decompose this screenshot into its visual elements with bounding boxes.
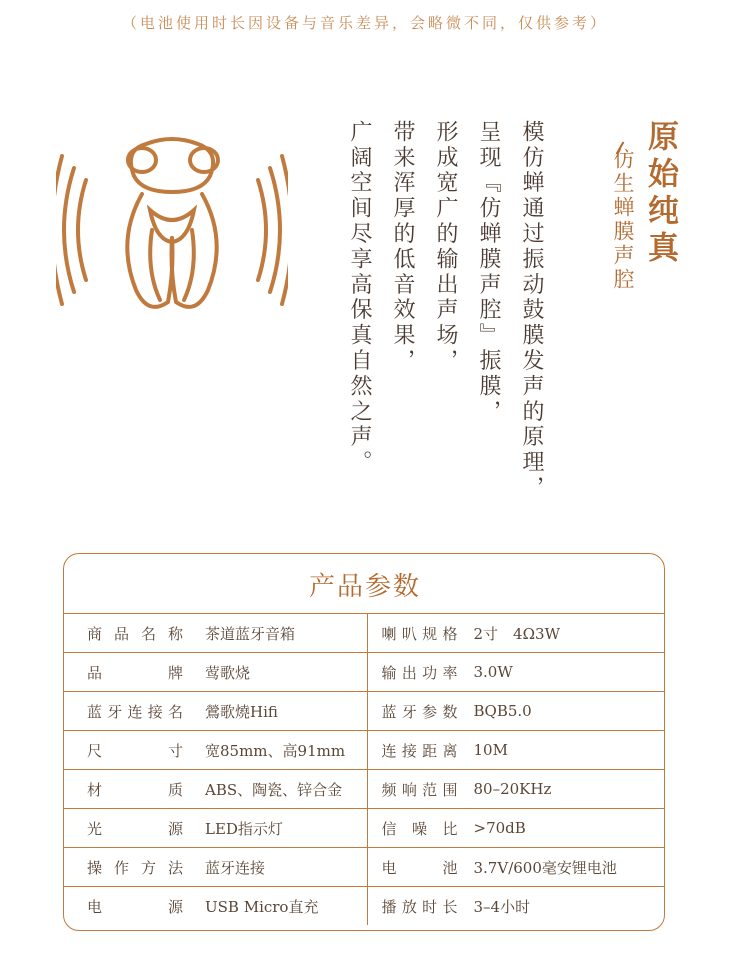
param-value: 莺歌烧: [205, 663, 251, 682]
table-row: [63, 770, 665, 809]
param-value: 蓝牙连接: [205, 858, 266, 877]
param-value: 宽85mm、高91mm: [205, 741, 346, 760]
param-label: 材 质: [87, 780, 183, 799]
param-value: 3.7V/600毫安锂电池: [473, 858, 617, 877]
param-value: 3.0W: [473, 663, 513, 681]
param-label: 操作方法: [87, 858, 183, 877]
param-value: USB Micro直充: [205, 897, 319, 916]
param-value: 10M: [473, 741, 508, 759]
param-label: 光 源: [87, 819, 183, 838]
param-value: 茶道蓝牙音箱: [205, 624, 296, 643]
param-value: 2寸 4Ω3W: [473, 624, 560, 643]
table-row: [63, 809, 665, 848]
param-label: 输出功率: [381, 663, 458, 682]
param-label: 商品名称: [87, 624, 183, 643]
battery-notice: （电池使用时长因设备与音乐差异，会略微不同，仅供参考）: [121, 14, 608, 32]
params-title: 产品参数: [308, 572, 421, 602]
param-label: 蓝牙连接名: [87, 702, 183, 721]
description-column-4: 带来浑厚的低音效果，: [390, 120, 415, 374]
param-label: 信 噪 比: [381, 819, 458, 838]
cicada-speaker-icon: [56, 130, 288, 330]
table-row: [63, 653, 665, 692]
param-value: 80–20KHz: [473, 780, 552, 798]
param-value: LED指示灯: [205, 819, 283, 838]
param-value: >70dB: [473, 819, 526, 837]
table-row: [63, 692, 665, 731]
param-label: 蓝牙参数: [381, 702, 458, 721]
param-value: ABS、陶瓷、锌合金: [205, 780, 343, 799]
param-label: 播放时长: [381, 897, 458, 916]
page-subtitle: 仿生蝉膜声腔: [611, 148, 635, 292]
param-value: 3–4小时: [473, 897, 531, 916]
param-label: 尺 寸: [87, 741, 183, 760]
param-label: 喇叭规格: [381, 624, 458, 643]
param-label: 连接距离: [381, 741, 458, 760]
description-column-3: 形成宽广的输出声场，: [433, 120, 458, 374]
param-label: 电 源: [87, 897, 183, 916]
param-label: 频响范围: [381, 780, 458, 799]
page-title: 原始纯真: [642, 120, 678, 268]
param-label: 品 牌: [87, 663, 183, 682]
param-value: 鶯歌燒Hifi: [205, 702, 278, 721]
description-column-2: 呈现『仿蝉膜声腔』振膜，: [476, 120, 501, 425]
param-label: 电 池: [381, 858, 458, 877]
table-row: [63, 731, 665, 770]
params-table: [63, 613, 665, 925]
table-row: [63, 614, 665, 653]
table-row: [63, 887, 665, 926]
param-value: BQB5.0: [473, 702, 532, 720]
description-column-5: 广阔空间尽享高保真自然之声。: [347, 120, 372, 476]
description-column-1: 模仿蝉通过振动鼓膜发声的原理，: [519, 120, 544, 501]
table-row: [63, 848, 665, 887]
